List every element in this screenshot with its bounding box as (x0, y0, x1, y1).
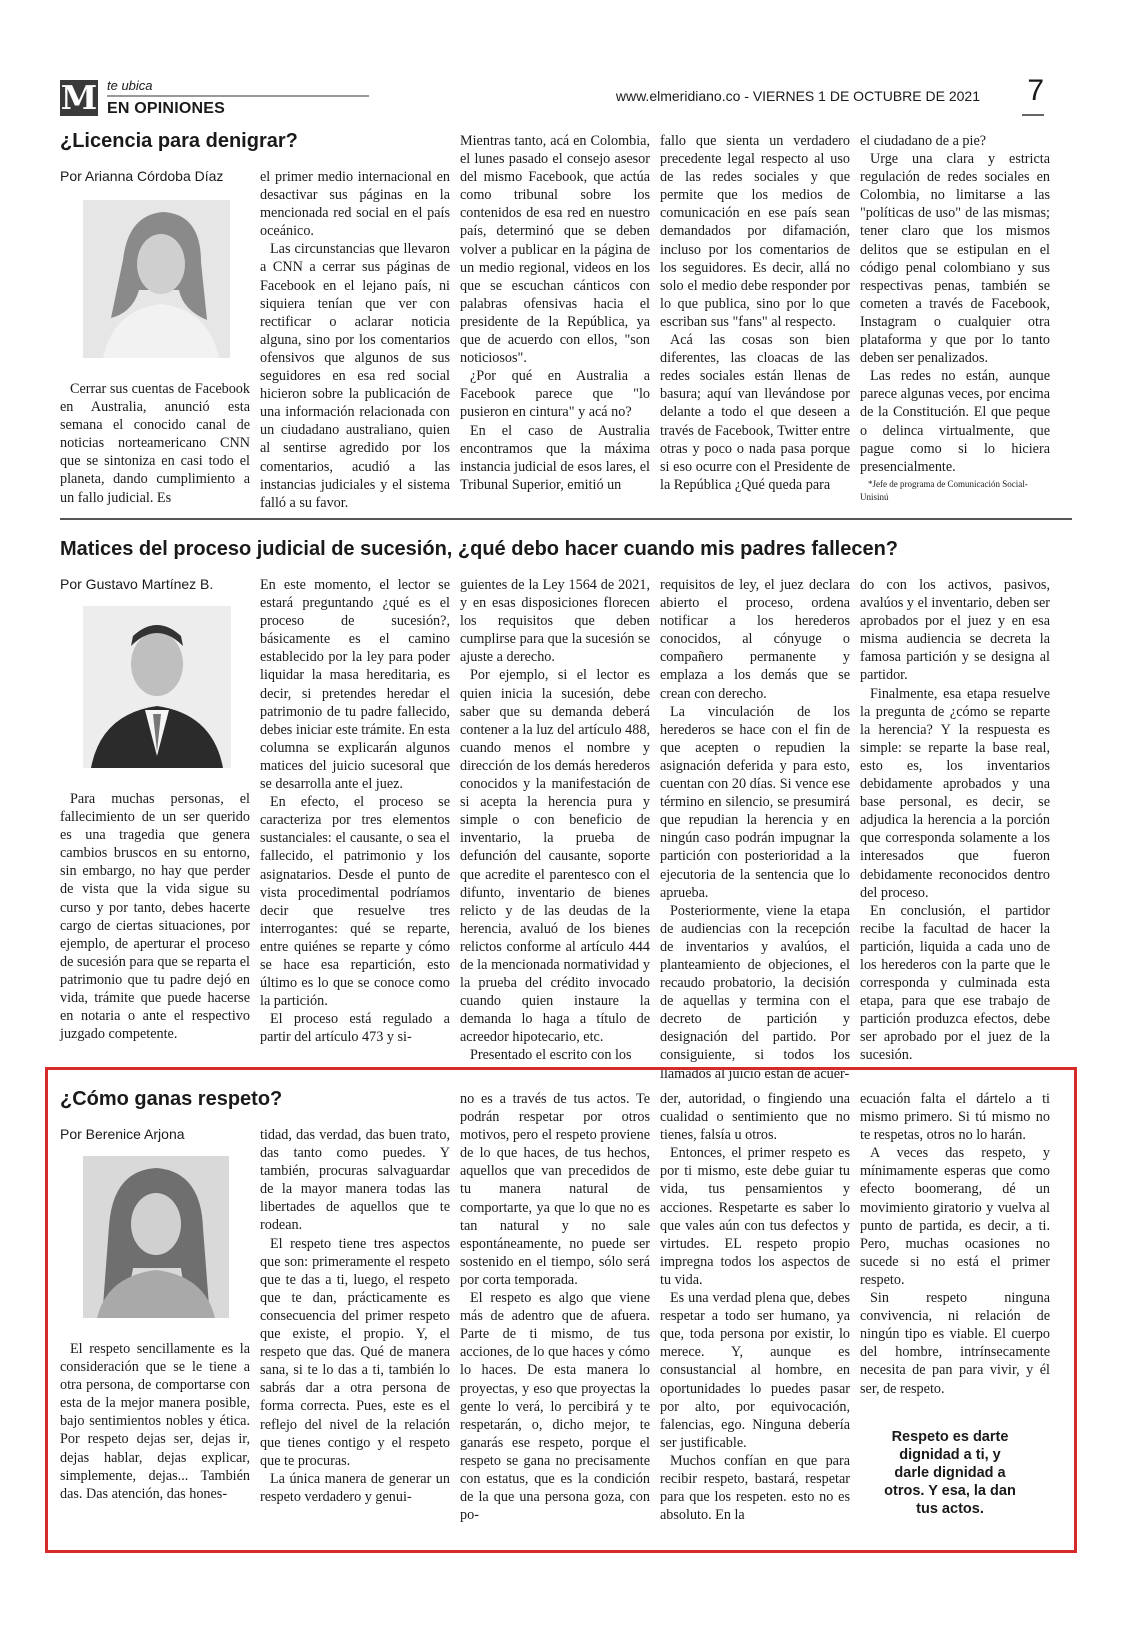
logo-divider (107, 95, 369, 97)
author-portrait-image (83, 606, 231, 768)
paragraph: El respeto sencillamente es la consideración que se le tiene a otra persona, de comportarse con esta de la mejor manera posible, bajo sentimientos nobles y ética. Por respeto dejas ser, dejas ir, dejas hablar, dejas explicar, simplemente, dejas... También das. Das atención, das hones- (60, 1341, 250, 1502)
paragraph: La única manera de generar un respeto verdadero y genui- (260, 1470, 450, 1505)
article-column (60, 380, 250, 510)
author-portrait-image (83, 200, 230, 358)
paragraph: En este momento, el lector se estará preguntando ¿qué es el proceso de sucesión?, básicamente es el camino establecido por la ley para poder liquidar la masa hereditaria, es decir, si pretendes heredar el patrimonio de tu padre fallecido, debes iniciar este trámite. En esta columna se explicarán algunos matices del juicio sucesoral que se desarrolla ante el juez. (260, 577, 450, 793)
article-licencia (60, 130, 1086, 510)
paragraph: tidad, das verdad, das buen trato, das tanto como puedes. Y también, procuras salvaguardar de la mayor manera todas las libertades de aquellos que te rodean. (260, 1127, 450, 1234)
paragraph: Por ejemplo, si el lector es quien inicia la sucesión, debe saber que su demanda deberá contener a la luz del artículo 488, cuando menos el nombre y dirección de los demás herederos conocidos y la manifestación de si acepta la herencia pura y simple o con beneficio de inventario, la prueba de defunción del causante, soporte que acredite el parentesco con el difunto, inventario de bienes relicto y de las deudas de la herencia, avaluó de los bienes relictos conforme al artículo 444 de la mencionada normatividad y la prueba del crédito invocado cuando quien instaure la demanda lo haga a título de acreedor hipotecario, etc. (460, 667, 650, 1046)
paragraph: Acá las cosas son bien diferentes, las cloacas de las redes sociales están llenas de basura; aquí van llevándose por delante a todo el que deseen a través de Facebook, Twitter entre otras y poco o nada pasa porque si eso ocurre con el Presidente de la República ¿Qué queda para (660, 332, 850, 493)
section-name: EN OPINIONES (107, 100, 225, 117)
paragraph: El proceso está regulado a partir del artículo 473 y si- (260, 1011, 450, 1046)
paragraph: Cerrar sus cuentas de Facebook en Australia, anunció esta semana el conocido canal de noticias norteamericano CNN que se sintoniza en casi todo el planeta, dando cumplimiento a un fallo judicial. Es (60, 381, 250, 506)
paragraph: requisitos de ley, el juez declara abierto el proceso, ordena notificar a los herederos conocidos, al cónyuge o compañero permanente y emplaza a los demás que se crean con derecho. (660, 577, 850, 702)
newspaper-logo: M (60, 78, 98, 117)
paragraph: fallo que sienta un verdadero precedente legal respecto al uso de las redes sociales y que permite que los medios de comunicación en ese país sean demandados por difamación, incluso por los comentarios de los seguidores. Es decir, allá no solo el medio debe responder por lo que publica, sino por lo que escriban sus "fans" al respecto. (660, 133, 850, 330)
article-byline: Por Gustavo Martínez B. (60, 576, 214, 592)
site-and-date: www.elmeridiano.co - VIERNES 1 DE OCTUBRE DE 2021 (615, 88, 980, 104)
article-title: ¿Cómo ganas respeto? (60, 1088, 283, 1110)
paragraph: El respeto es algo que viene más de adentro que de afuera. Parte de ti mismo, de tus acciones, de lo que haces y cómo lo haces. De esta manera lo proyectas, y eso que proyectas la gente lo verá, lo percibirá y te respetarán, o, dicho mejor, te ganarás ese respeto, porque el respeto se gana no precisamente con estatus, que es la condición de la que una persona goza, con po- (460, 1290, 650, 1524)
paragraph: der, autoridad, o fingiendo una cualidad o sentimiento que no tienes, falsía u otros. (660, 1091, 850, 1144)
author-photo (83, 200, 230, 358)
article-column (860, 576, 1050, 1064)
paragraph: A veces das respeto, y mínimamente esperas que como efecto boomerang, dé un movimiento giratorio y vuelva al punto de partida, es decir, a ti. Pero, muchas ocasiones no sucede si no está el primer respeto. (860, 1145, 1050, 1288)
article-byline: Por Arianna Córdoba Díaz (60, 168, 224, 184)
author-note: *Jefe de programa de Comunicación Social-Unisinú (860, 479, 1028, 502)
paragraph: Las circunstancias que llevaron a CNN a cerrar sus páginas de Facebook en el lejano país, ni siquiera tenían que ver con rectificar o aclarar noticia alguna, sino por los comentarios ofensivos que algunos de sus seguidores en esa red social hicieron sobre la publicación de una información relacionada con un ciudadano australiano, quien al sentirse agredido por los comentarios, acudió a las instancias judiciales y el sistema falló a su favor. (260, 241, 450, 511)
paragraph: el primer medio internacional en desactivar sus páginas en la mencionada red social en el país oceánico. (260, 169, 450, 240)
article-column (260, 576, 450, 1058)
paragraph: Posteriormente, viene la etapa de audiencias con la recepción de inventarios y avalúos, el planteamiento de objeciones, el recaudo probatorio, la decisión de aquellas y termina con el decreto de partición y designación del partido. Por consiguiente, si todos los llamados al juicio están de acuer- (660, 902, 850, 1082)
article-byline: Por Berenice Arjona (60, 1126, 185, 1142)
paragraph: Las redes no están, aunque parece algunas veces, por encima de la Constitución. El que peque o delinca virtualmente, que pague como si lo hiciera presencialmente. (860, 368, 1050, 475)
paragraph: do con los activos, pasivos, avalúos y el inventario, deben ser aprobados por el juez y en esa misma audiencia se decreta la famosa partición y se designa al partidor. (860, 577, 1050, 684)
masthead (60, 74, 1070, 122)
article-column (60, 790, 250, 1058)
paragraph: Urge una clara y estricta regulación de redes sociales en Colombia, no limitarse a las "políticas de uso" de las mismas; tener claro que los mismos delitos que se estipulan en el código penal colombiano y sus respectivas penas, también se cometen a través de Facebook, Instagram o cualquier otra plataforma y que por lo tanto deben ser penalizados. (860, 151, 1050, 367)
paragraph: En el caso de Australia encontramos que la máxima instancia judicial de esos lares, el Tribunal Superior, emitió un (460, 422, 650, 493)
paragraph: El respeto tiene tres aspectos que son: primeramente el respeto que te das a ti, luego, el respeto que te dan, prácticamente es consecuencia del primer respeto que existe, el propio. Y, el respeto que das. Qué de manera sana, si te lo das a ti, también lo sabrás dar a otra persona de forma correcta. Pues, este es el reflejo del nivel de la relación que tienes contigo y el respeto que te procuras. (260, 1235, 450, 1469)
highlight-box (45, 1067, 1077, 1553)
paragraph: Es una verdad plena que, debes respetar a todo ser humano, ya que, toda persona por existir, lo merece. Y, aunque es consustancial al hombre, en oportunidades lo puedes pasar por alto, por equivocación, falencias, ego. Ninguna debería ser justificable. (660, 1290, 850, 1451)
paragraph: Entonces, el primer respeto es por ti mismo, este debe guiar tu vida, tus pensamientos y acciones. Respetarte es saber lo que vales aún con tus defectos y virtudes. EL respeto propio impregna todos los aspectos de tu vida. (660, 1145, 850, 1288)
page-number-underline (1022, 114, 1044, 116)
logo-tagline: te ubica (107, 78, 153, 93)
paragraph: no es a través de tus actos. Te podrán respetar por otros motivos, pero el respeto proviene de lo que haces, de tus hechos, aquellos que van precedidos de tu manera natural de comportarte, ya que lo que no es tan natural y no sale espontáneamente, no puede ser sostenido en el tiempo, sólo será por corta temporada. (460, 1091, 650, 1288)
article-column (460, 576, 650, 1064)
article-title: ¿Licencia para denigrar? (60, 130, 298, 152)
article-column (660, 576, 850, 1082)
paragraph: Para muchas personas, el fallecimiento de un ser querido es una tragedia que genera cambios bruscos en su entorno, sin embargo, no hay que perder de vista que la vida sigue su curso y por tanto, debes hacerte cargo de ciertas situaciones, por ejemplo, de aperturar el proceso de sucesión para que se reparta el patrimonio que tu padre dejó en vida, trámite que puede hacerse en notaria o ante el respectivo juzgado competente. (60, 791, 250, 1043)
paragraph: el ciudadano de a pie? (860, 133, 987, 149)
article-column (660, 132, 850, 510)
article-divider (60, 518, 1072, 520)
paragraph: Mientras tanto, acá en Colombia, el lunes pasado el consejo asesor del mismo Facebook, que actúa como tribunal sobre los contenidos de esa red en nuestro país, determinó que se deben volver a publicar en la página de un medio regional, videos en los que se escuchan cánticos con palabras ofensivas hacia el presidente de la República, ya que de acuerdo con ellos, "son noticiosos". (460, 133, 650, 367)
article-column (260, 168, 450, 510)
paragraph: Finalmente, esa etapa resuelve la pregunta de ¿cómo se reparte la herencia? Y la respuesta es simple: se reparte la base real, esto es, los inventarios debidamente aprobados y una base personal, es decir, se adjudica la herencia a la porción que corresponda solamente a los interesados que fueron debidamente reconocidos dentro del proceso. (860, 685, 1050, 901)
paragraph: ¿Por qué en Australia a Facebook parece que "lo pusieron en cintura" y acá no? (460, 368, 650, 421)
paragraph: guientes de la Ley 1564 de 2021, y en esas disposiciones florecen los requisitos que deben cumplirse para que la sucesión se ajuste a derecho. (460, 577, 650, 666)
page-number: 7 (1027, 74, 1044, 107)
pull-quote: Respeto es darte dignidad a ti, y darle dignidad a otros. Y esa, la dan tus actos. (884, 1429, 1016, 1517)
author-photo (83, 606, 231, 768)
paragraph: Sin respeto ninguna convivencia, ni relación de ningún tipo es viable. El cuerpo del hombre, intrínsecamente necesita de pan para vivir, y él ser, de respeto. (860, 1290, 1050, 1397)
paragraph: Muchos confían en que para recibir respeto, bastará, respetar para que los respeten. esto no es absoluto. En la (660, 1452, 850, 1524)
paragraph: La vinculación de los herederos se hace con el fin de que acepten o repudien la asignación deferida y para esto, cuentan con 20 días. Si vence ese término en silencio, se presumirá que repudian la herencia y en ningún caso podrán impugnar la partición con posterioridad a la ejecutoria de la sentencia que lo aprueba. (660, 703, 850, 901)
paragraph: En conclusión, el partidor recibe la facultad de hacer la partición, liquida a cada uno de los herederos con la parte que le corresponda y culminada esta etapa, para que ese trabajo de partición produzca efectos, debe ser aprobado por el juez de la sucesión. (860, 902, 1050, 1064)
paragraph: Presentado el escrito con los (470, 1047, 632, 1064)
article-column (460, 132, 650, 510)
article-title: Matices del proceso judicial de sucesión, ¿qué debo hacer cuando mis padres fallecen? (60, 538, 899, 560)
paragraph: En efecto, el proceso se caracteriza por tres elementos sustanciales: el causante, o sea el fallecido, el patrimonio y los asignatarios. Desde el punto de vista procedimental podríamos decir que resuelve tres interrogantes: qué se reparte, entre quiénes se reparte y cómo se hace esa repartición, esto último es lo que se conoce como la partición. (260, 794, 450, 1010)
article-column (860, 132, 1050, 510)
article-sucesion (60, 538, 1086, 1082)
paragraph: ecuación falta el dártelo a ti mismo primero. Si tú mismo no te respetas, otros no lo harán. (860, 1091, 1050, 1144)
